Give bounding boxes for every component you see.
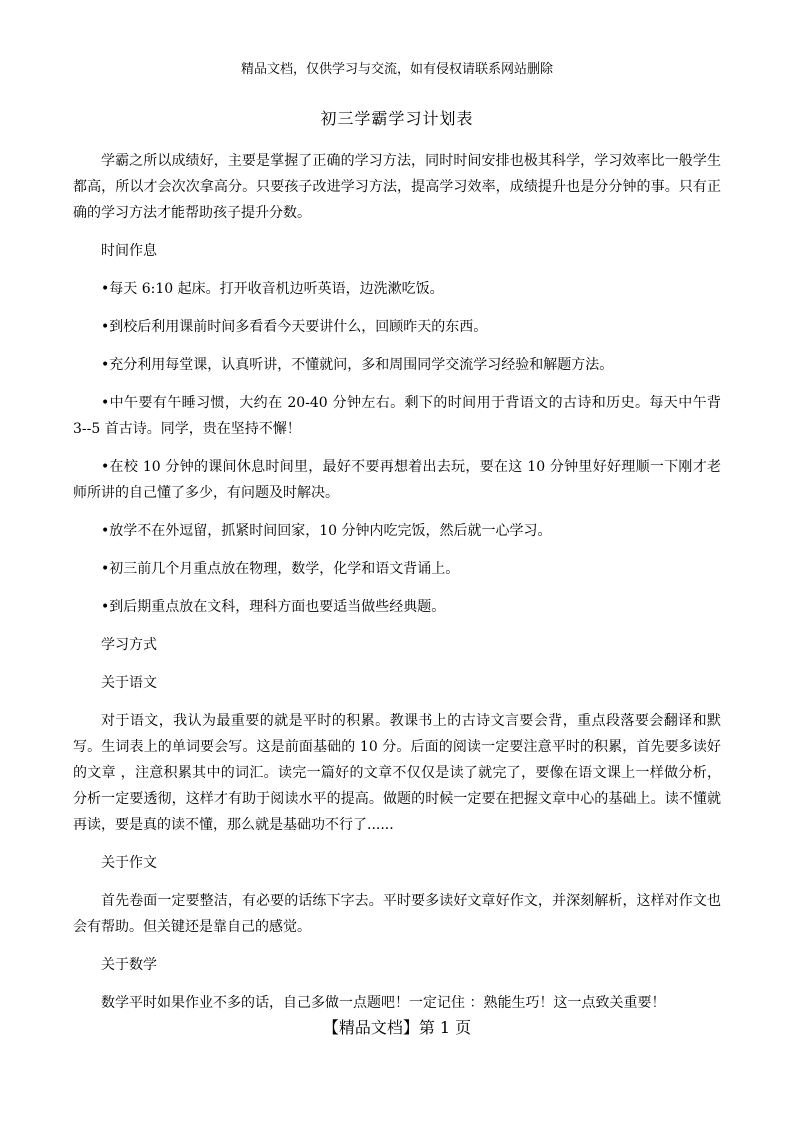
page-footer: 【精品文档】第 1 页	[322, 1018, 472, 1037]
intro-paragraph: 学霸之所以成绩好，主要是掌握了正确的学习方法，同时时间安排也极其科学，学习效率比一般学生都高，所以才会次次拿高分。只要孩子改进学习方法，提高学习效率，成绩提升也是分分钟的事。只有正确的学习方法才能帮助孩子提升分数。	[73, 153, 721, 221]
page-title: 初三学霸学习计划表	[320, 109, 474, 128]
schedule-item: •中午要有午睡习惯，大约在 20-40 分钟左右。剩下的时间用于背语文的古诗和历史。每天中午背 3--5 首古诗。同学，贵在坚持不懈！	[73, 395, 721, 437]
section-heading-methods: 学习方式	[101, 637, 157, 653]
composition-paragraph: 首先卷面一定要整洁，有必要的话练下字去。平时要多读好文章好作文，并深刻解析，这样对作文也会有帮助。但关键还是靠自己的感觉。	[73, 893, 721, 935]
section-heading-schedule: 时间作息	[101, 243, 157, 259]
subheading-math: 关于数学	[101, 957, 157, 973]
document-body	[73, 148, 721, 1028]
subheading-chinese: 关于语文	[101, 675, 157, 691]
subheading-composition: 关于作文	[101, 855, 157, 871]
math-paragraph: 数学平时如果作业不多的话，自己多做一点题吧！一定记住 ：熟能生巧！这一点致关重要！	[101, 995, 666, 1011]
chinese-paragraph: 对于语文，我认为最重要的就是平时的积累。教课书上的古诗文言要会背，重点段落要会翻译和默写。生词表上的单词要会写。这是前面基础的 10 分。后面的阅读一定要注意平时的积累，首先要多读好的文章 ，注意积累其中的词汇。读完一篇好的文章不仅仅是读了就完了，要像在语文课上一样做分析，分析一定要透彻，这样才有助于阅读水平的提高。做题的时候一定要在把握文章中心的基础上。读不懂就再读，要是真的读不懂，那么就是基础功不行了......	[73, 713, 721, 833]
schedule-item: •在校 10 分钟的课间休息时间里，最好不要再想着出去玩，要在这 10 分钟里好好理顺一下刚才老师所讲的自己懂了多少，有问题及时解决。	[73, 459, 721, 501]
schedule-item: •充分利用每堂课，认真听讲，不懂就问，多和周围同学交流学习经验和解题方法。	[101, 357, 614, 373]
schedule-item: •放学不在外逗留，抓紧时间回家，10 分钟内吃完饭，然后就一心学习。	[101, 523, 552, 539]
schedule-item: •到校后利用课前时间多看看今天要讲什么，回顾昨天的东西。	[101, 319, 488, 335]
schedule-item: •初三前几个月重点放在物理，数学，化学和语文背诵上。	[101, 561, 460, 577]
schedule-item: •每天 6:10 起床。打开收音机边听英语，边洗漱吃饭。	[101, 281, 444, 297]
watermark-header: 精品文档，仅供学习与交流，如有侵权请联系网站删除	[240, 62, 553, 77]
schedule-item: •到后期重点放在文科，理科方面也要适当做些经典题。	[101, 599, 446, 615]
